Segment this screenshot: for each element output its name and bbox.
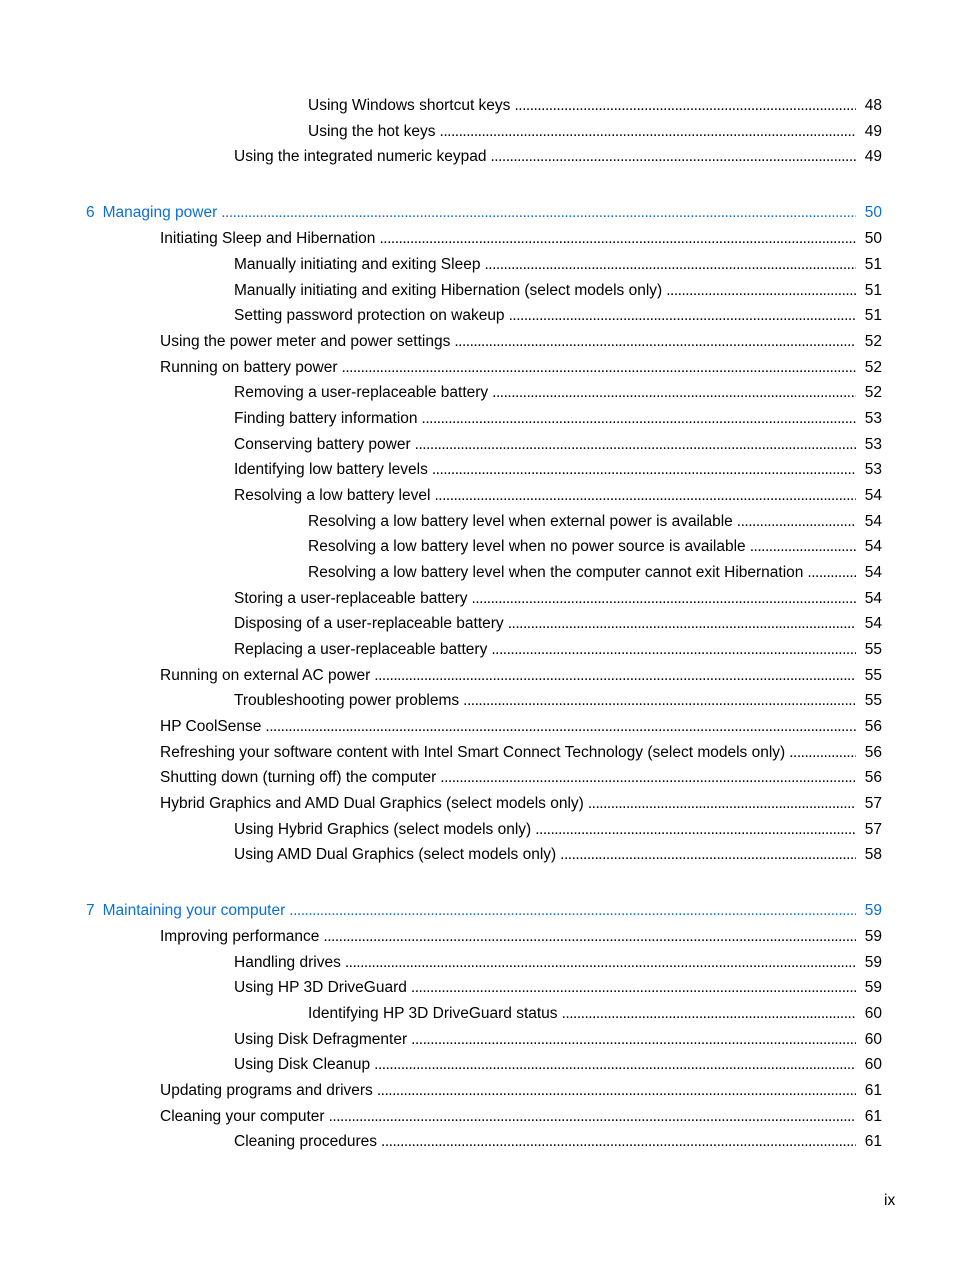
toc-entry[interactable] bbox=[160, 1081, 882, 1101]
toc-entry-page: 52 bbox=[864, 384, 882, 401]
toc-entry-label: Running on external AC power bbox=[160, 667, 371, 684]
toc-entry-page: 54 bbox=[864, 513, 882, 530]
toc-entry-label: Maintaining your computer bbox=[102, 902, 286, 919]
toc-entry-label: Resolving a low battery level bbox=[234, 487, 431, 504]
toc-entry-page: 57 bbox=[864, 795, 882, 812]
toc-entry[interactable] bbox=[234, 460, 882, 480]
toc-entry[interactable] bbox=[160, 666, 882, 686]
toc-entry-label: Improving performance bbox=[160, 928, 320, 945]
toc-entry-label: Manually initiating and exiting Hibernation (select models only) bbox=[234, 282, 663, 299]
toc-entry[interactable] bbox=[234, 589, 882, 609]
toc-entry-label: Replacing a user-replaceable battery bbox=[234, 641, 488, 658]
toc-entry-page: 59 bbox=[864, 902, 882, 919]
dot-leader bbox=[411, 1030, 856, 1050]
toc-entry[interactable] bbox=[234, 281, 882, 301]
toc-entry-page: 54 bbox=[864, 487, 882, 504]
toc-entry-label: Using AMD Dual Graphics (select models only) bbox=[234, 846, 557, 863]
dot-leader bbox=[508, 614, 856, 634]
dot-leader bbox=[750, 537, 856, 557]
dot-leader bbox=[588, 794, 856, 814]
toc-entry[interactable] bbox=[234, 614, 882, 634]
page-number: ix bbox=[884, 1192, 896, 1209]
toc-entry-label: HP CoolSense bbox=[160, 718, 262, 735]
chapter-number: 6 bbox=[86, 204, 95, 221]
toc-entry-page: 52 bbox=[864, 333, 882, 350]
toc-entry-label: Resolving a low battery level when external power is available bbox=[308, 513, 733, 530]
toc-entry[interactable] bbox=[234, 953, 882, 973]
dot-leader bbox=[415, 435, 856, 455]
toc-entry-page: 51 bbox=[864, 282, 882, 299]
dot-leader bbox=[342, 358, 856, 378]
toc-entry-page: 56 bbox=[864, 769, 882, 786]
dot-leader bbox=[374, 1055, 856, 1075]
toc-entry-label: Hybrid Graphics and AMD Dual Graphics (select models only) bbox=[160, 795, 584, 812]
toc-entry-page: 48 bbox=[864, 97, 882, 114]
dot-leader bbox=[491, 640, 856, 660]
toc-entry[interactable] bbox=[160, 1107, 882, 1127]
dot-leader bbox=[737, 512, 856, 532]
toc-entry-label: Cleaning procedures bbox=[234, 1133, 378, 1150]
dot-leader bbox=[472, 589, 857, 609]
toc-entry-page: 56 bbox=[864, 718, 882, 735]
dot-leader bbox=[329, 1107, 856, 1127]
toc-entry-label: Running on battery power bbox=[160, 359, 338, 376]
toc-entry[interactable] bbox=[234, 306, 882, 326]
toc-entry-label: Using Hybrid Graphics (select models only) bbox=[234, 821, 532, 838]
toc-entry-page: 59 bbox=[864, 954, 882, 971]
toc-entry[interactable] bbox=[308, 122, 882, 142]
toc-entry-label: Using the integrated numeric keypad bbox=[234, 148, 487, 165]
toc-entry-label: Initiating Sleep and Hibernation bbox=[160, 230, 376, 247]
toc-entry-label: Using HP 3D DriveGuard bbox=[234, 979, 407, 996]
dot-leader bbox=[454, 332, 856, 352]
dot-leader bbox=[463, 691, 856, 711]
dot-leader bbox=[323, 927, 856, 947]
toc-entry[interactable] bbox=[234, 978, 882, 998]
dot-leader bbox=[411, 978, 856, 998]
toc-entry[interactable] bbox=[234, 1132, 882, 1152]
dot-leader bbox=[434, 486, 856, 506]
toc-entry-page: 55 bbox=[864, 667, 882, 684]
toc-entry-page: 50 bbox=[864, 204, 882, 221]
toc-entry-page: 54 bbox=[864, 538, 882, 555]
toc-entry-label: Finding battery information bbox=[234, 410, 418, 427]
toc-entry-label: Identifying HP 3D DriveGuard status bbox=[308, 1005, 558, 1022]
toc-chapter-entry[interactable] bbox=[86, 203, 882, 223]
toc-entry-label: Using the hot keys bbox=[308, 123, 436, 140]
toc-entry-label: Disposing of a user-replaceable battery bbox=[234, 615, 504, 632]
toc-entry[interactable] bbox=[160, 332, 882, 352]
toc-entry[interactable] bbox=[234, 691, 882, 711]
toc-entry[interactable] bbox=[160, 794, 882, 814]
toc-entry[interactable] bbox=[308, 537, 882, 557]
toc-entry-page: 52 bbox=[864, 359, 882, 376]
dot-leader bbox=[490, 147, 856, 167]
toc-entry-label: Resolving a low battery level when no power source is available bbox=[308, 538, 746, 555]
toc-entry[interactable] bbox=[160, 229, 882, 249]
toc-entry-page: 49 bbox=[864, 148, 882, 165]
dot-leader bbox=[492, 383, 856, 403]
dot-leader bbox=[440, 122, 856, 142]
toc-entry[interactable] bbox=[234, 435, 882, 455]
toc-entry-page: 58 bbox=[864, 846, 882, 863]
toc-entry[interactable] bbox=[234, 383, 882, 403]
toc-chapter-entry[interactable] bbox=[86, 901, 882, 921]
dot-leader bbox=[440, 768, 856, 788]
toc-entry-label: Using Windows shortcut keys bbox=[308, 97, 511, 114]
dot-leader bbox=[484, 255, 856, 275]
toc-entry-label: Using Disk Cleanup bbox=[234, 1056, 371, 1073]
toc-entry[interactable] bbox=[234, 147, 882, 167]
dot-leader bbox=[289, 901, 856, 921]
toc-entry[interactable] bbox=[234, 820, 882, 840]
toc-entry-page: 60 bbox=[864, 1005, 882, 1022]
toc-entry[interactable] bbox=[160, 768, 882, 788]
toc-entry-label: Cleaning your computer bbox=[160, 1108, 325, 1125]
dot-leader bbox=[221, 203, 856, 223]
toc-entry-label: Shutting down (turning off) the computer bbox=[160, 769, 437, 786]
toc-entry[interactable] bbox=[234, 640, 882, 660]
toc-entry-page: 54 bbox=[864, 564, 882, 581]
toc-entry[interactable] bbox=[160, 927, 882, 947]
toc-entry-page: 55 bbox=[864, 641, 882, 658]
toc-entry[interactable] bbox=[160, 717, 882, 737]
dot-leader bbox=[422, 409, 856, 429]
toc-entry-page: 60 bbox=[864, 1056, 882, 1073]
dot-leader bbox=[535, 820, 856, 840]
toc-entry[interactable] bbox=[308, 1004, 882, 1024]
toc-entry-page: 55 bbox=[864, 692, 882, 709]
toc-entry-page: 59 bbox=[864, 979, 882, 996]
toc-entry-label: Using Disk Defragmenter bbox=[234, 1031, 408, 1048]
toc-entry-label: Manually initiating and exiting Sleep bbox=[234, 256, 481, 273]
toc-entry-page: 53 bbox=[864, 410, 882, 427]
toc-entry-label: Updating programs and drivers bbox=[160, 1082, 373, 1099]
dot-leader bbox=[374, 666, 856, 686]
toc-entry-label: Removing a user-replaceable battery bbox=[234, 384, 489, 401]
toc-entry[interactable] bbox=[234, 1055, 882, 1075]
toc-entry-page: 50 bbox=[864, 230, 882, 247]
toc-entry[interactable] bbox=[234, 409, 882, 429]
dot-leader bbox=[381, 1132, 856, 1152]
toc-entry[interactable] bbox=[308, 96, 882, 116]
toc-entry-page: 61 bbox=[864, 1108, 882, 1125]
toc-entry-label: Resolving a low battery level when the computer cannot exit Hibernation bbox=[308, 564, 804, 581]
chapter-number: 7 bbox=[86, 902, 95, 919]
toc-entry-page: 53 bbox=[864, 461, 882, 478]
toc-entry-page: 61 bbox=[864, 1133, 882, 1150]
toc-entry[interactable] bbox=[308, 512, 882, 532]
toc-entry-page: 56 bbox=[864, 744, 882, 761]
toc-entry-page: 61 bbox=[864, 1082, 882, 1099]
toc-entry[interactable] bbox=[234, 1030, 882, 1050]
toc-entry[interactable] bbox=[308, 563, 882, 583]
toc-entry-label: Troubleshooting power problems bbox=[234, 692, 460, 709]
toc-entry-page: 51 bbox=[864, 256, 882, 273]
dot-leader bbox=[514, 96, 856, 116]
toc-entry[interactable] bbox=[160, 358, 882, 378]
toc-entry-label: Identifying low battery levels bbox=[234, 461, 428, 478]
dot-leader bbox=[666, 281, 856, 301]
dot-leader bbox=[560, 845, 856, 865]
toc-entry-label: Managing power bbox=[102, 204, 218, 221]
dot-leader bbox=[432, 460, 856, 480]
dot-leader bbox=[509, 306, 856, 326]
toc-entry-page: 57 bbox=[864, 821, 882, 838]
toc-entry-label: Handling drives bbox=[234, 954, 341, 971]
toc-entry-page: 54 bbox=[864, 590, 882, 607]
dot-leader bbox=[807, 563, 856, 583]
toc-entry-label: Refreshing your software content with Intel Smart Connect Technology (select models only) bbox=[160, 744, 786, 761]
dot-leader bbox=[345, 953, 856, 973]
toc-entry-label: Conserving battery power bbox=[234, 436, 411, 453]
dot-leader bbox=[377, 1081, 856, 1101]
dot-leader bbox=[562, 1004, 856, 1024]
toc-entry-label: Setting password protection on wakeup bbox=[234, 307, 505, 324]
dot-leader bbox=[789, 743, 856, 763]
toc-entry-page: 49 bbox=[864, 123, 882, 140]
toc-entry-page: 51 bbox=[864, 307, 882, 324]
toc-entry[interactable] bbox=[234, 486, 882, 506]
toc-entry[interactable] bbox=[160, 743, 882, 763]
toc-entry-label: Storing a user-replaceable battery bbox=[234, 590, 468, 607]
toc-entry[interactable] bbox=[234, 845, 882, 865]
toc-entry-label: Using the power meter and power settings bbox=[160, 333, 451, 350]
toc-entry[interactable] bbox=[234, 255, 882, 275]
toc-entry-page: 53 bbox=[864, 436, 882, 453]
dot-leader bbox=[265, 717, 856, 737]
toc-entry-page: 54 bbox=[864, 615, 882, 632]
dot-leader bbox=[379, 229, 856, 249]
toc-entry-page: 60 bbox=[864, 1031, 882, 1048]
toc-entry-page: 59 bbox=[864, 928, 882, 945]
